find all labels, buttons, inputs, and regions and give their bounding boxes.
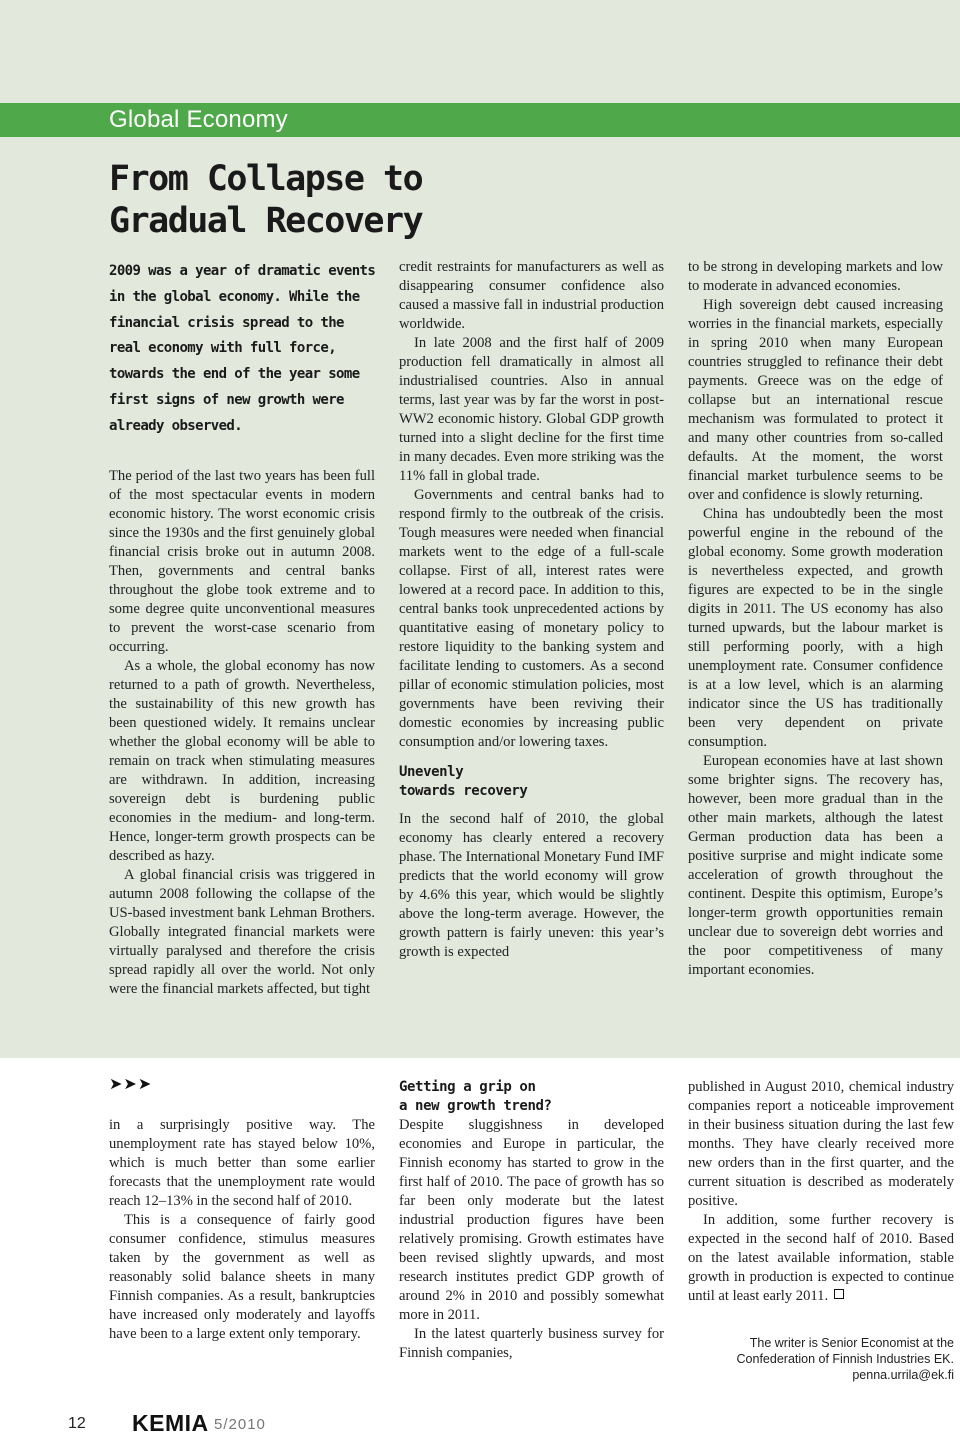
section-label: Global Economy [109,106,288,133]
end-of-article-icon [834,1289,844,1299]
author-email: penna.urrila@ek.fi [852,1368,954,1382]
issue-number: 5/2010 [214,1416,266,1433]
column-2 [399,258,664,962]
continued-arrows-icon: ➤➤➤ [109,1074,153,1093]
paragraph: published in August 2010, chemical industry companies report a noticeable improvement in their business situation during the last few months. They have clearly received more new orders than in the first quarter, and the current situation is described as moderately positive. [688,1079,954,1209]
paragraph: Despite sluggishness in developed economies and Europe in particular, the Finnish economy has started to grow in the first half of 2010. The pace of growth has so far been only moderate but the latest industrial production figures have been relatively promising. Growth estimates have been revised slightly upwards, and most research institutes predict GDP growth of around 2% in 2010 and possibly somewhat more in 2011. [399,1117,664,1323]
paragraph: credit restraints for manufacturers as well as disappearing consumer confidence also caused a massive fall in industrial production worldwide. [399,259,664,332]
paragraph: In the latest quarterly business survey for Finnish companies, [399,1326,664,1361]
subheading-line: towards recovery [399,783,528,799]
subheading-line: a new growth trend? [399,1098,552,1114]
page-footer [0,1412,960,1436]
section-bar [0,103,960,137]
paragraph: In the second half of 2010, the global economy has clearly entered a recovery phase. The International Monetary Fund IMF predicts that the world economy will grow by 4.6% this year, which would be slightly above the long-term average. However, the growth pattern is fairly uneven: this year’s growth is expected [399,811,664,960]
paragraph: European economies have at last shown some brighter signs. The recovery has, however, been more gradual than in the other main markets, although the latest German production data has been a positive surprise and might indicate some acceleration of growth throughout the continent. Despite this optimism, Europe’s longer-term growth opportunities remain unclear due to sovereign debt worries and the poor competitiveness of many important economies. [688,753,943,978]
bottom-column-2 [399,1078,664,1363]
title-line: From Collapse to [109,159,423,199]
paragraph: The period of the last two years has been full of the most spectacular events in modern economic history. The worst economic crisis since the 1930s and the first genuinely global financial crisis broke out in autumn 2008. Then, governments and central banks throughout the globe took extreme and to some degree quite unconventional measures to prevent the worst-case scenario from occurring. [109,468,375,655]
paragraph-text: In addition, some further recovery is expected in the second half of 2010. Based on the latest available information, stable growth in production is expected to continue until at least early 2011. [688,1212,954,1304]
subheading-growth-trend [399,1078,664,1116]
bottom-column-1 [109,1116,375,1344]
article-title [109,158,629,242]
column-1 [109,467,375,999]
article-lede: 2009 was a year of dramatic events in the global economy. While the financial crisis spread to the real economy with full force, towards the end of the year some first signs of new growth were already observed. [109,263,376,434]
subheading-line: Getting a grip on [399,1079,536,1095]
subheading-uneven-recovery [399,763,664,801]
author-note [688,1335,954,1383]
paragraph-final [688,1211,954,1306]
paragraph: in a surprisingly positive way. The unemployment rate has stayed below 10%, which is much better than some earlier forecasts that the unemployment rate would reach 12–13% in the second half of 2010. [109,1117,375,1209]
paragraph: to be strong in developing markets and low to moderate in advanced economies. [688,259,943,294]
paragraph: This is a consequence of fairly good consumer confidence, stimulus measures taken by the government as well as reasonably solid balance sheets in many Finnish companies. As a result, bankruptcies have increased only moderately and layoffs have been to a large extent only temporary. [109,1212,375,1342]
paragraph: Governments and central banks had to respond firmly to the outbreak of the crisis. Tough measures were needed when financial markets went to the edge of a full-scale collapse. First of all, interest rates were lowered at a record pace. In addition to this, central banks took unprecedented actions by quantitative easing of monetary policy to restore liquidity to the banking system and facilitate lending to customers. As a second pillar of economic stimulation policies, most governments have been reviving their domestic economies by increasing public consumption and/or lowering taxes. [399,487,664,750]
magazine-logo: KEMIA [132,1410,209,1436]
paragraph: High sovereign debt caused increasing worries in the financial markets, especially in spring 2010 when many European countries struggled to refinance their debt payments. Greece was on the edge of collapse but an international rescue mechanism was formulated to protect it and many other countries from so-called defaults. At the moment, the worst financial market turbulence seems to be over and confidence is slowly returning. [688,297,943,503]
author-note-line: The writer is Senior Economist at the [749,1336,954,1350]
paragraph: A global financial crisis was triggered in autumn 2008 following the collapse of the US-based investment bank Lehman Brothers. Globally integrated financial markets were virtually paralysed and therefore the crisis spread rapidly all over the world. Not only were the financial markets affected, but tight [109,867,375,997]
title-line: Gradual Recovery [109,201,423,241]
author-note-line: Confederation of Finnish Industries EK. [736,1352,954,1366]
paragraph: China has undoubtedly been the most powerful engine in the rebound of the global economy. Some growth moderation is nevertheless expected, and growth figures are expected to be in the single digits in 2011. The US economy has also turned upwards, but the labour market is still performing poorly, with a high unemployment rate. Consumer confidence is at a low level, which is an alarming indicator since the US has traditionally been very dependent on private consumption. [688,506,943,750]
subheading-line: Unevenly [399,764,464,780]
paragraph: In late 2008 and the first half of 2009 production fell dramatically in almost all industrialised countries. Also in annual terms, last year was by far the worst in post-WW2 economic history. Global GDP growth turned into a slight decline for the first time in many decades. Even more striking was the 11% fall in global trade. [399,335,664,484]
page-number: 12 [68,1415,86,1432]
paragraph: As a whole, the global economy has now returned to a path of growth. Nevertheless, the sustainability of this new growth has been questioned widely. It remains unclear whether the global economy will be able to remain on track when stimulating measures are withdrawn. In addition, increasing sovereign debt is burdening public economies in the medium- and long-term. Hence, longer-term growth prospects can be described as hazy. [109,658,375,864]
bottom-column-3 [688,1078,954,1306]
column-3 [688,258,943,980]
